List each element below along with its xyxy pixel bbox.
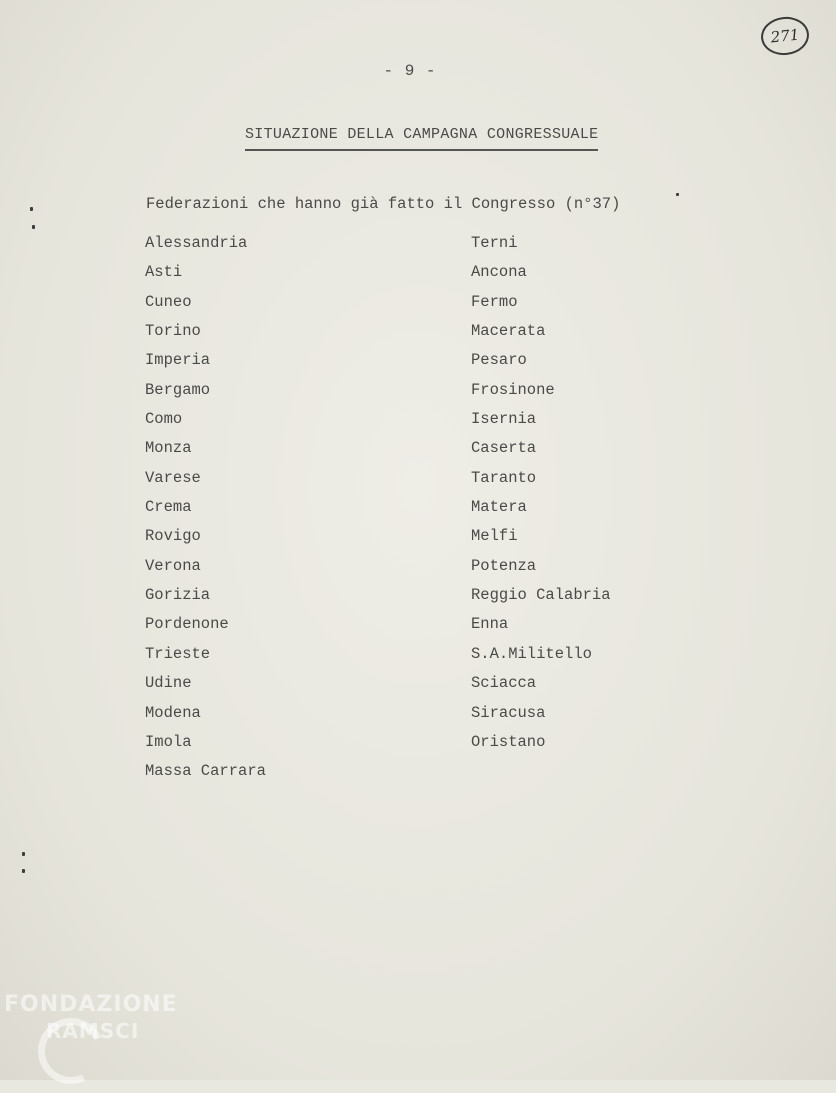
federation-item: Caserta [471,439,537,458]
federation-item: Siracusa [471,703,546,722]
federation-item: Trieste [145,644,211,663]
federation-item: Gorizia [145,586,211,605]
watermark [4,992,204,1044]
federation-item: Pesaro [471,351,527,370]
federation-item: Ancona [471,263,527,282]
document-title: SITUAZIONE DELLA CAMPAGNA CONGRESSUALE [245,126,598,151]
federation-item: Como [145,410,183,429]
federation-item: Sciacca [471,674,537,693]
federation-item: Rovigo [145,527,201,546]
federation-item: Bergamo [145,380,211,399]
federation-item: Reggio Calabria [471,586,611,605]
federation-item: Varese [145,468,201,487]
watermark-line1: FONDAZIONE [4,992,178,1017]
federation-item: Matera [471,498,527,517]
federation-item: Verona [145,556,201,575]
archive-number-text: 271 [769,25,801,47]
federation-item: Imola [145,732,192,751]
federation-item: Torino [145,322,201,341]
punch-mark [30,207,33,211]
federation-item: Oristano [471,732,546,751]
federation-item: Udine [145,674,192,693]
federation-item: Isernia [471,410,537,429]
federation-item: Enna [471,615,509,634]
page-number: - 9 - [383,62,437,80]
federation-item: Imperia [145,351,211,370]
right-federation-list [471,233,611,761]
left-federation-list [145,233,266,791]
federation-item: Terni [471,234,518,252]
federation-item: Macerata [471,322,546,341]
federation-item: Crema [145,498,192,517]
punch-mark [22,869,25,873]
federation-item: Modena [145,703,201,722]
federation-item: Frosinone [471,380,555,399]
federation-item: Fermo [471,292,518,311]
federation-item: Asti [145,263,183,282]
federation-item: Taranto [471,468,537,487]
ink-dot [676,193,679,196]
federation-item: Potenza [471,556,537,575]
federation-item: Alessandria [145,234,248,252]
punch-mark [22,852,25,856]
federation-item: Monza [145,439,192,458]
archive-number-stamp [759,15,811,58]
federation-item: Pordenone [145,615,229,634]
watermark-line2: RAMSCI [46,1019,140,1043]
federation-item: Cuneo [145,292,192,311]
federation-item: Melfi [471,527,518,546]
federation-item: S.A.Militello [471,644,592,663]
punch-mark [32,225,35,229]
federation-item: Massa Carrara [145,762,266,781]
intro-line: Federazioni che hanno già fatto il Congresso (n°37) [146,195,621,213]
